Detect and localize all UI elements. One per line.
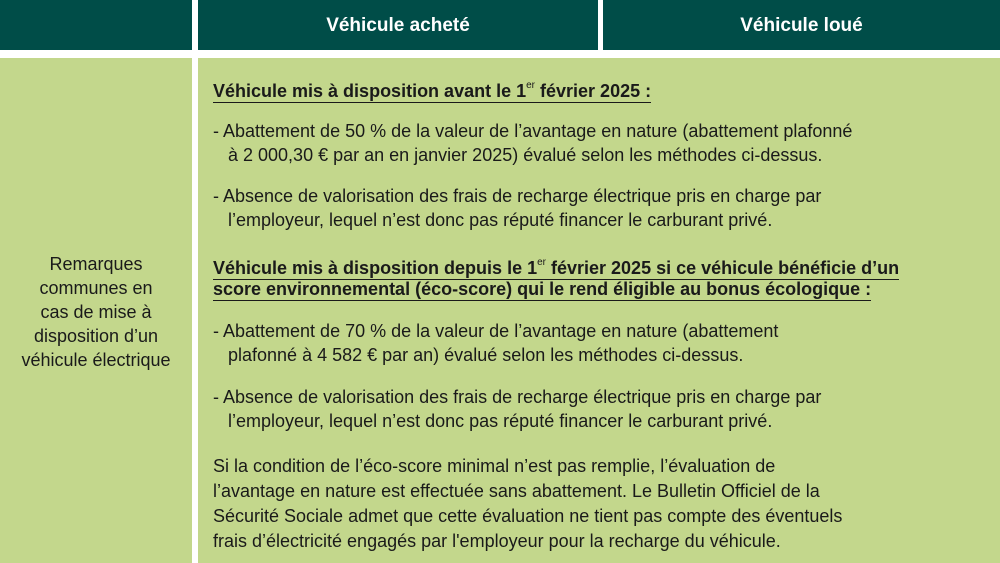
section1-heading-sup: er bbox=[526, 80, 536, 91]
note-line: frais d’électricité engagés par l'employeur pour la recharge du véhicule. bbox=[213, 531, 781, 551]
section1-bullet2-line1: - Absence de valorisation des frais de recharge électrique pris en charge par bbox=[213, 186, 822, 206]
section2-heading-pre: Véhicule mis à disposition depuis le 1 bbox=[213, 258, 538, 278]
section2-heading-post: février 2025 si ce véhicule bénéficie d’un bbox=[546, 258, 900, 278]
section1-bullet1-line2: à 2 000,30 € par an en janvier 2025) évalué selon les méthodes ci-dessus. bbox=[228, 145, 823, 165]
section2-bullet2-line1: - Absence de valorisation des frais de recharge électrique pris en charge par bbox=[213, 387, 822, 407]
section2-heading bbox=[213, 251, 899, 280]
table-header-row bbox=[0, 0, 1000, 50]
section1-heading-pre: Véhicule mis à disposition avant le 1 bbox=[213, 81, 527, 101]
section2-heading-line2 bbox=[213, 277, 871, 301]
note-line: Si la condition de l’éco-score minimal n’est pas remplie, l’évaluation de bbox=[213, 456, 776, 476]
header-rented-label: Véhicule loué bbox=[740, 15, 863, 36]
section2-bullet1-line1: - Abattement de 70 % de la valeur de l’avantage en nature (abattement bbox=[213, 321, 779, 341]
section2-heading-line2-text: score environnemental (éco-score) qui le rend éligible au bonus écologique : bbox=[213, 279, 872, 299]
section1-heading bbox=[213, 74, 651, 103]
section2-heading-sup: er bbox=[537, 257, 546, 268]
row-label bbox=[0, 252, 192, 372]
section2-bullet1-line2: plafonné à 4 582 € par an) évalué selon les méthodes ci-dessus. bbox=[228, 345, 744, 365]
section2-bullet2-line2: l’employeur, lequel n’est donc pas réputé financer le carburant privé. bbox=[228, 411, 773, 431]
note-line: Sécurité Sociale admet que cette évaluation ne tient pas compte des éventuels bbox=[213, 506, 843, 526]
row-label-line: véhicule électrique bbox=[21, 350, 171, 370]
header-bought-label: Véhicule acheté bbox=[326, 15, 470, 36]
header-empty-cell bbox=[0, 0, 192, 50]
row-label-line: disposition d’un bbox=[33, 326, 159, 346]
section1-bullet1-line1: - Abattement de 50 % de la valeur de l’avantage en nature (abattement plafonné bbox=[213, 121, 853, 141]
section1-bullet2-line2: l’employeur, lequel n’est donc pas réputé financer le carburant privé. bbox=[228, 210, 773, 230]
note-line: l’avantage en nature est effectuée sans abattement. Le Bulletin Officiel de la bbox=[213, 481, 820, 501]
row-label-line: cas de mise à bbox=[40, 302, 152, 322]
row-label-line: Remarques bbox=[49, 254, 143, 274]
section1-heading-post: février 2025 : bbox=[535, 81, 652, 101]
row-label-line: communes en bbox=[39, 278, 153, 298]
